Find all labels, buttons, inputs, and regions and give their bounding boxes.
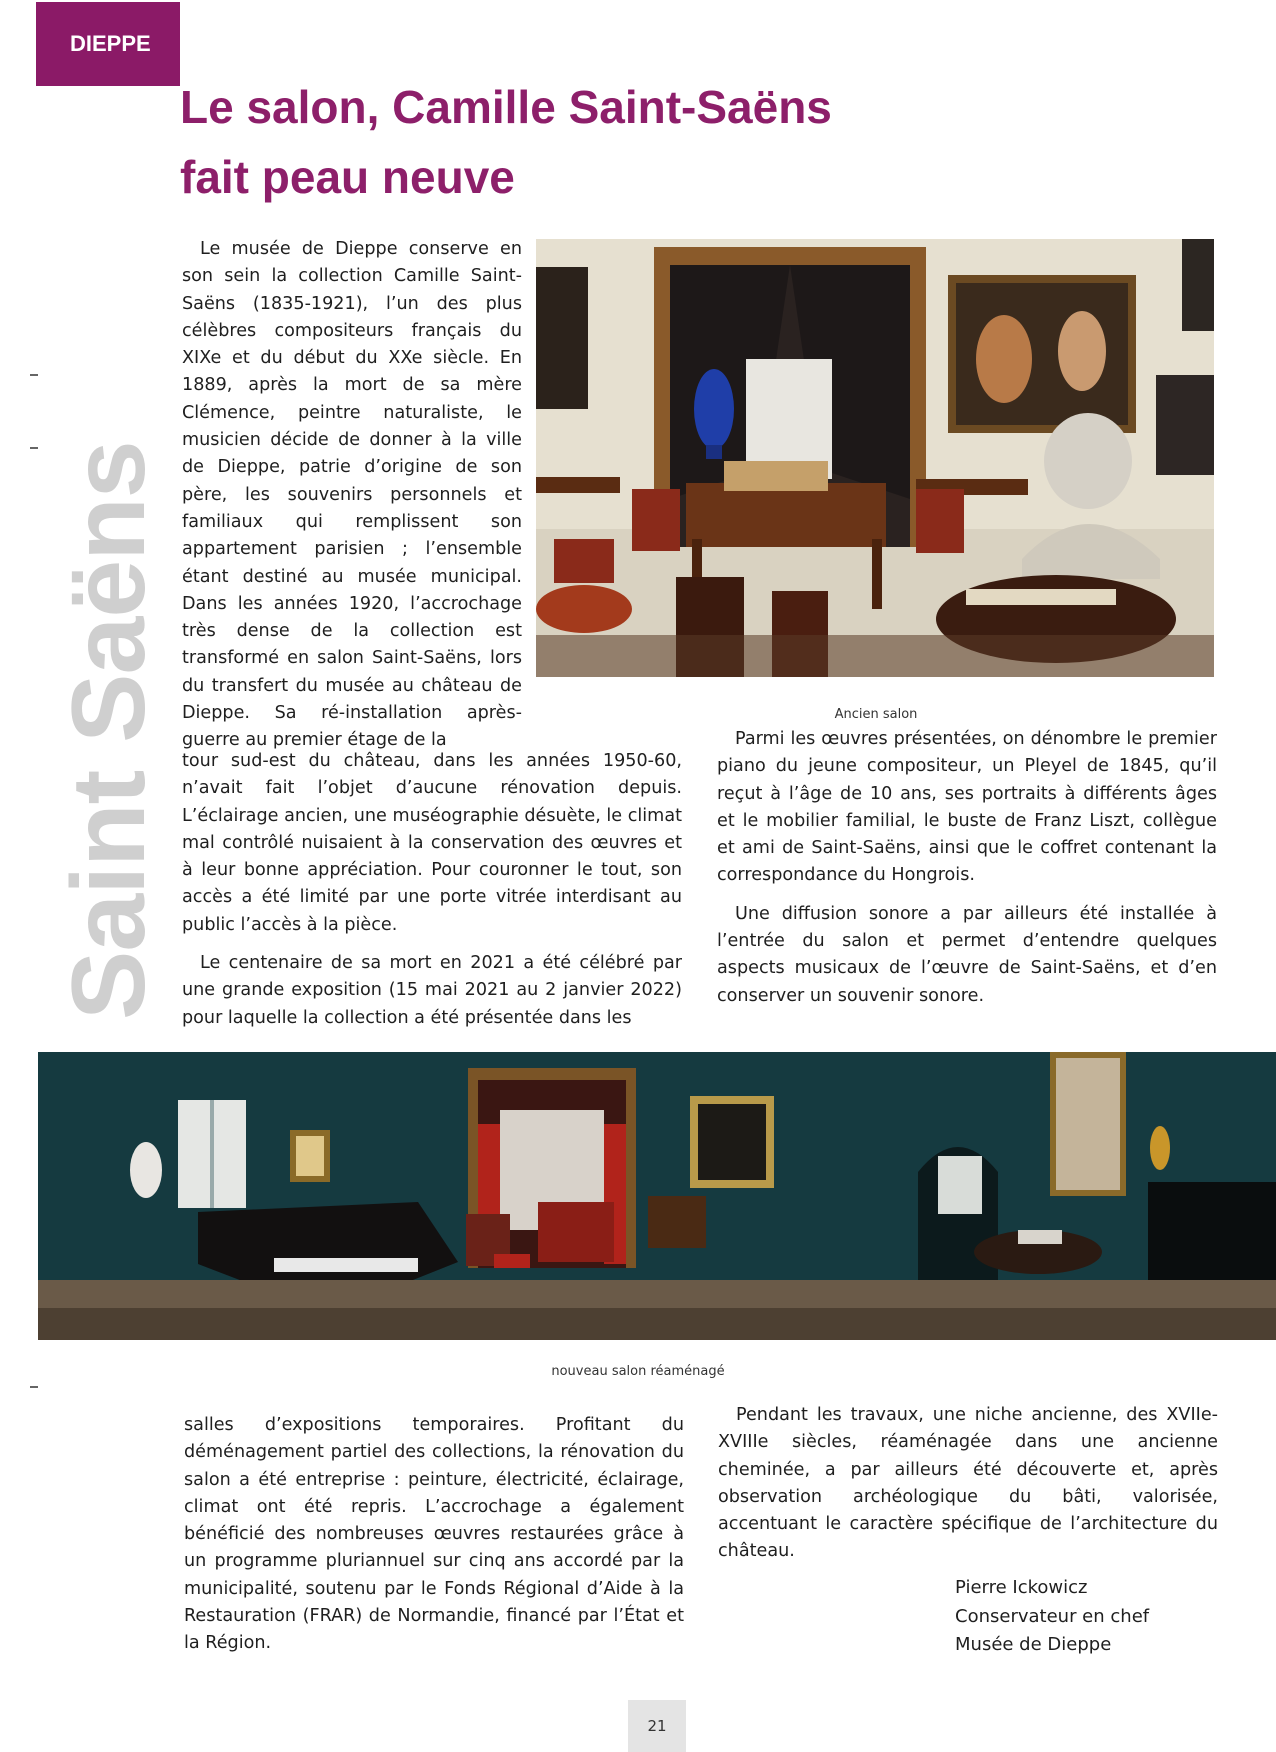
page-number: 21 <box>628 1700 686 1752</box>
title-line-2: fait peau neuve <box>180 151 515 203</box>
paragraph: Une diffusion sonore a par ailleurs été installée à l’entrée du salon et permet d’entendre quelques aspects musicaux de l’œuvre de Saint-Saëns, et d’en conserver un souvenir sonore. <box>717 903 1217 1006</box>
article-column-d <box>184 1412 684 1658</box>
paragraph: salles d’expositions temporaires. Profitant du déménagement partiel des collections, la rénovation du salon a été entreprise : peinture, électricité, éclairage, climat ont été repris. L’accrochage a également bénéficié des nombreuses œuvres restaurées grâce à un programme pluriannuel sur cinq ans accordé par la municipalité, soutenu par le Fonds Régional d’Aide à la Restauration (FRAR) de Normandie, financé par l’État et la Région. <box>184 1415 684 1654</box>
paragraph: Le musée de Dieppe conserve en son sein la collection Camille Saint-Saëns (1835-1921), l’un des plus célèbres compositeurs français du XIXe et du début du XXe siècle. En 1889, après la mort de sa mère Clémence, peintre naturaliste, le musicien décide de donner à la ville de Dieppe, patrie d’origine de son père, les souvenirs personnels et familiaux qui remplissent son appartement parisien ; l’ensemble étant destiné au musée municipal. Dans les années 1920, l’accrochage très dense de la collection est transformé en salon Saint-Saëns, lors du transfert du musée au château de Dieppe. Sa ré-installation après-guerre au premier étage de la <box>182 239 522 751</box>
margin-mark <box>30 1386 38 1388</box>
photo-nouveau-salon <box>38 1052 1276 1340</box>
section-tag: DIEPPE <box>36 2 180 86</box>
article-column-c <box>717 726 1217 1010</box>
title-line-1: Le salon, Camille Saint-Saëns <box>180 81 832 133</box>
article-column-a <box>182 236 522 755</box>
margin-mark <box>30 447 38 449</box>
photo-caption: nouveau salon réaménagé <box>551 1364 725 1379</box>
paragraph: Pendant les travaux, une niche ancienne, des XVIIe-XVIIIe siècles, réaménagée dans une ancienne cheminée, a par ailleurs été découverte et, après observation archéologique du bâti, valorisée, accentuant le caractère spécifique de l’architecture du château. <box>718 1405 1218 1562</box>
signature <box>955 1574 1149 1660</box>
paragraph: Parmi les œuvres présentées, on dénombre le premier piano du jeune compositeur, un Pleyel de 1845, qu’il reçut à l’âge de 10 ans, ses portraits à différents âges et le mobilier familial, le buste de Franz Liszt, collègue et ami de Saint-Saëns, ainsi que le coffret contenant la correspondance du Hongrois. <box>717 729 1217 886</box>
article-column-b <box>182 748 682 1032</box>
paragraph: Le centenaire de sa mort en 2021 a été célébré par une grande exposition (15 mai 2021 au 2 janvier 2022) pour laquelle la collection a été présentée dans les <box>182 953 682 1028</box>
article-title <box>180 72 1040 212</box>
signature-org: Musée de Dieppe <box>955 1634 1112 1655</box>
signature-role: Conservateur en chef <box>955 1605 1150 1627</box>
photo-ancien-salon <box>536 239 1214 677</box>
vertical-background-word: Saint Saëns <box>51 441 167 1020</box>
signature-name: Pierre Ickowicz <box>955 1577 1088 1598</box>
margin-mark <box>30 374 38 376</box>
article-column-e <box>718 1402 1218 1566</box>
photo-caption: Ancien salon <box>834 707 918 722</box>
paragraph: tour sud-est du château, dans les années 1950-60, n’avait fait l’objet d’aucune rénovation depuis. L’éclairage ancien, une muséographie désuète, le climat mal contrôlé nuisaient à la conservation des œuvres et à leur bonne appréciation. Pour couronner le tout, son accès a été limité par une porte vitrée interdisant au public l’accès à la pièce. <box>182 751 682 935</box>
